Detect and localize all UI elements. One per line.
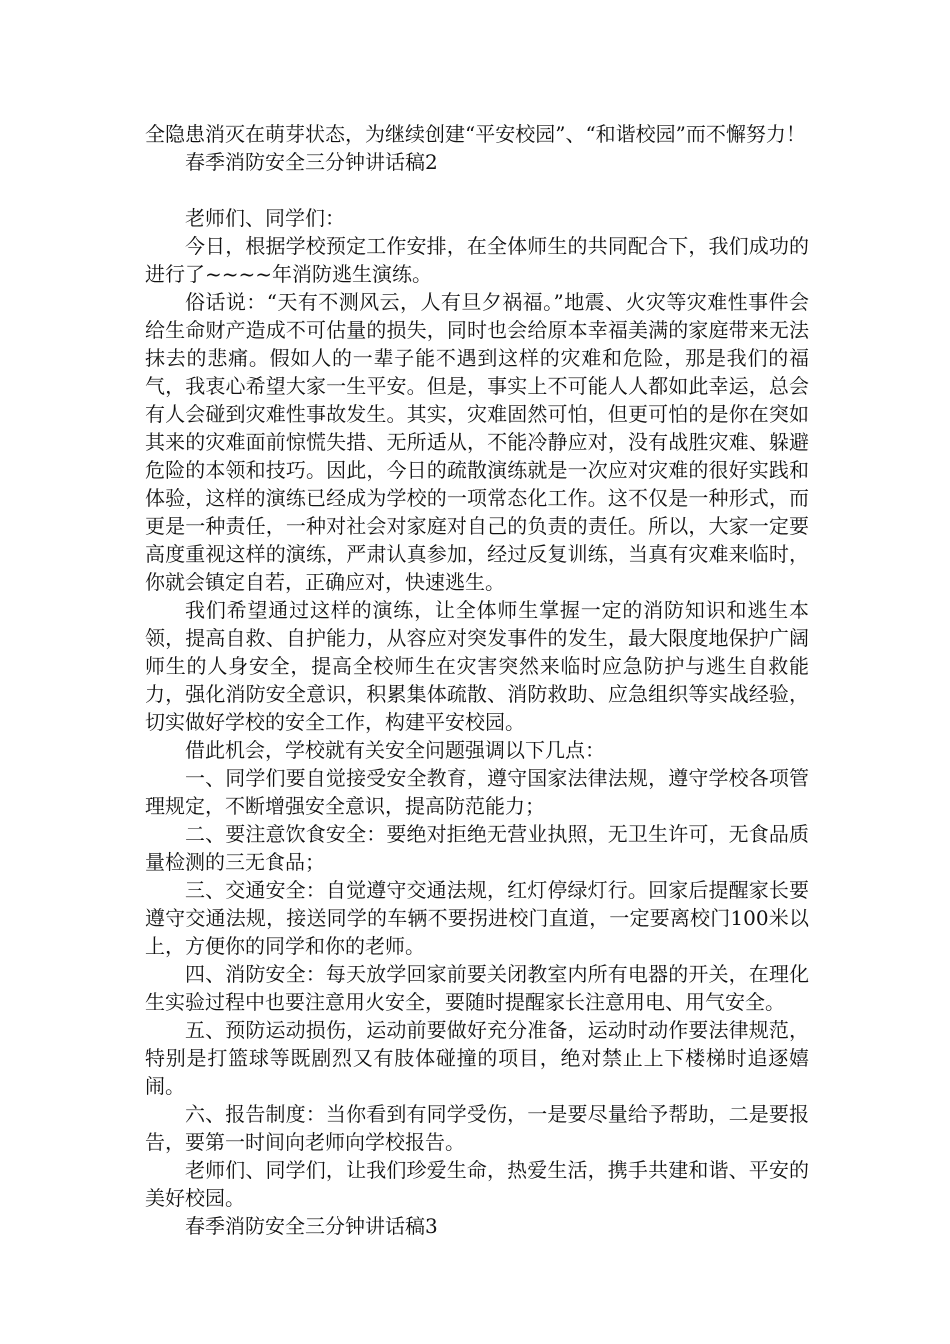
paragraph-5: 一、同学们要自觉接受安全教育，遵守国家法律法规，遵守学校各项管理规定，不断增强安全意识，提高防范能力； <box>145 766 809 818</box>
paragraph-2: 俗话说：“天有不测风云，人有旦夕祸福。”地震、火灾等灾难性事件会给生命财产造成不可估量的损失，同时也会给原本幸福美满的家庭带来无法抹去的悲痛。假如人的一辈子能不遇到这样的灾难和危险，那是我们的福气，我衷心希望大家一生平安。但是，事实上不可能人人都如此幸运，总会有人会碰到灾难性事故发生。其实，灾难固然可怕，但更可怕的是你在突如其来的灾难面前惊慌失措、无所适从，不能冷静应对，没有战胜灾难、躲避危险的本领和技巧。因此，今日的疏散演练就是一次应对灾难的很好实践和体验，这样的演练已经成为学校的一项常态化工作。这不仅是一种形式，而更是一种责任，一种对社会对家庭对自己的负责的责任。所以，大家一定要高度重视这样的演练，严肃认真参加，经过反复训练，当真有灾难来临时，你就会镇定自若，正确应对，快速逃生。 <box>145 290 809 594</box>
paragraph-4: 借此机会，学校就有关安全问题强调以下几点： <box>185 738 605 762</box>
paragraph-6: 二、要注意饮食安全：要绝对拒绝无营业执照，无卫生许可，无食品质量检测的三无食品； <box>145 822 809 874</box>
paragraph-10: 六、报告制度：当你看到有同学受伤，一是要尽量给予帮助，二是要报告，要第一时间向老师向学校报告。 <box>145 1102 809 1154</box>
document-page <box>145 120 809 1240</box>
salutation: 老师们、同学们： <box>185 206 345 230</box>
paragraph-9: 五、预防运动损伤，运动前要做好充分准备，运动时动作要法律规范，特别是打篮球等既剧烈又有肢体碰撞的项目，绝对禁止上下楼梯时追逐嬉闹。 <box>145 1018 809 1098</box>
paragraph-11: 老师们、同学们，让我们珍爱生命，热爱生活，携手共建和谐、平安的美好校园。 <box>145 1158 809 1210</box>
paragraph-8: 四、消防安全：每天放学回家前要关闭教室内所有电器的开关，在理化生实验过程中也要注意用火安全，要随时提醒家长注意用电、用气安全。 <box>145 962 809 1014</box>
paragraph-7: 三、交通安全：自觉遵守交通法规，红灯停绿灯行。回家后提醒家长要遵守交通法规，接送同学的车辆不要拐进校门直道，一定要离校门100米以上，方便你的同学和你的老师。 <box>145 878 809 958</box>
blank-line <box>145 176 809 204</box>
paragraph-1: 今日，根据学校预定工作安排，在全体师生的共同配合下，我们成功的进行了~~~~年消防逃生演练。 <box>145 234 809 286</box>
paragraph-3: 我们希望通过这样的演练，让全体师生掌握一定的消防知识和逃生本领，提高自救、自护能力，从容应对突发事件的发生，最大限度地保护广阔师生的人身安全，提高全校师生在灾害突然来临时应急防护与逃生自救能力，强化消防安全意识，积累集体疏散、消防救助、应急组织等实战经验，切实做好学校的安全工作，构建平安校园。 <box>145 598 809 734</box>
section-heading-3: 春季消防安全三分钟讲话稿3 <box>185 1214 438 1238</box>
opening-paragraph: 全隐患消灭在萌芽状态，为继续创建“平安校园”、“和谐校园”而不懈努力！ <box>145 122 806 146</box>
section-heading-2: 春季消防安全三分钟讲话稿2 <box>185 150 438 174</box>
